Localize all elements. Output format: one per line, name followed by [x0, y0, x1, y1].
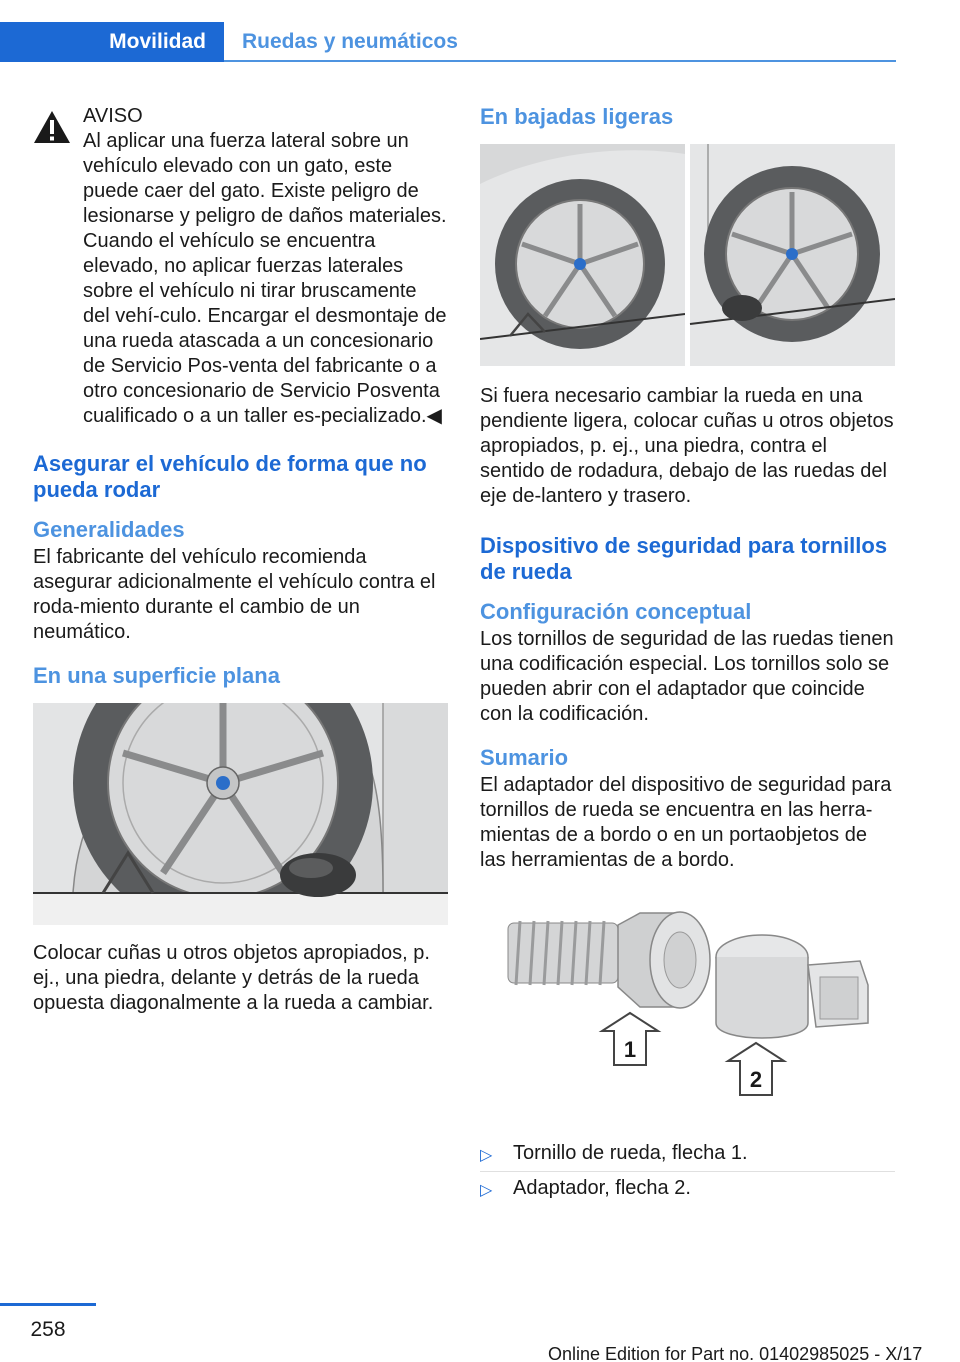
left-column [33, 104, 448, 1016]
bullet-text: Tornillo de rueda, flecha 1. [513, 1142, 748, 1164]
header-rule [224, 60, 896, 62]
tab-ruedas-neumaticos[interactable]: Ruedas y neumáticos [224, 22, 896, 62]
warning-text: Al aplicar una fuerza lateral sobre un vehículo elevado con un gato, este puede caer del gato. Existe peligro de lesionarse y peligro de daños materiales. Cuando el vehículo se encuentra elevado, no aplicar fuerzas laterales sobre el vehículo ni tirar bruscamente del vehí‐culo. Encargar el desmontaje de una rueda atascada a un concesionario de Servicio Pos‐venta del fabricante o a otro concesionario de Servicio Posventa cualificado o a un taller es‐pecializado.◀ [83, 130, 447, 427]
para-configuracion: Los tornillos de seguridad de las ruedas tienen una codificación especial. Los tornillos solo se pueden abrir con el adaptador que coincide con la codificación. [480, 628, 894, 725]
image-slight-slope [480, 144, 895, 366]
heading-dispositivo-seguridad: Dispositivo de seguridad para tornillos de rueda [480, 533, 888, 584]
bullet-text: Adaptador, flecha 2. [513, 1177, 691, 1199]
triangle-bullet-icon: ▷ [480, 1147, 493, 1164]
heading-secure-vehicle: Asegurar el vehículo de forma que no pueda rodar [33, 451, 427, 502]
bullet-list [480, 1141, 895, 1201]
triangle-bullet-icon: ▷ [480, 1182, 493, 1199]
warning-icon [33, 110, 71, 144]
subheading-configuracion: Configuración conceptual [480, 599, 752, 624]
bullet-divider [480, 1171, 895, 1172]
image-flat-surface [33, 703, 448, 925]
page-number: 258 [30, 1318, 66, 1341]
subheading-bajadas-ligeras: En bajadas ligeras [480, 104, 674, 129]
footer-rule [0, 1303, 96, 1306]
list-item [480, 1176, 895, 1201]
right-column [480, 104, 895, 1209]
para-generalidades: El fabricante del vehículo recomienda asegurar adicionalmente el vehículo contra el roda‐miento durante el cambio de un neumático. [33, 546, 436, 643]
subheading-superficie-plana: En una superficie plana [33, 663, 280, 688]
arrow-2-label: 2 [749, 1067, 763, 1092]
subheading-generalidades: Generalidades [33, 517, 185, 542]
subheading-sumario: Sumario [480, 745, 569, 770]
para-sumario: El adaptador del dispositivo de seguridad para tornillos de rueda se encuentra en las herra‐mientas de a bordo o en un portaobjetos de las herramientas de a bordo. [480, 774, 892, 871]
para-bajadas-ligeras: Si fuera necesario cambiar la rueda en una pendiente ligera, colocar cuñas u otros objetos apropiados, p. ej., una piedra, contra el sentido de rodadura, debajo de las ruedas del eje de‐lantero y trasero. [480, 385, 894, 507]
tab-movilidad[interactable]: Movilidad [0, 22, 224, 62]
para-superficie-plana: Colocar cuñas u otros objetos apropiados, p. ej., una piedra, delante y detrás de la rueda opuesta diagonalmente a la rueda a cambiar. [33, 942, 434, 1014]
image-bolt-adapter [480, 895, 895, 1105]
warning-block [33, 104, 448, 429]
warning-title: AVISO [83, 105, 143, 127]
arrow-1-label: 1 [623, 1037, 637, 1062]
list-item [480, 1141, 895, 1166]
edition-text: Online Edition for Part no. 01402985025 - X/17 [548, 1344, 923, 1362]
